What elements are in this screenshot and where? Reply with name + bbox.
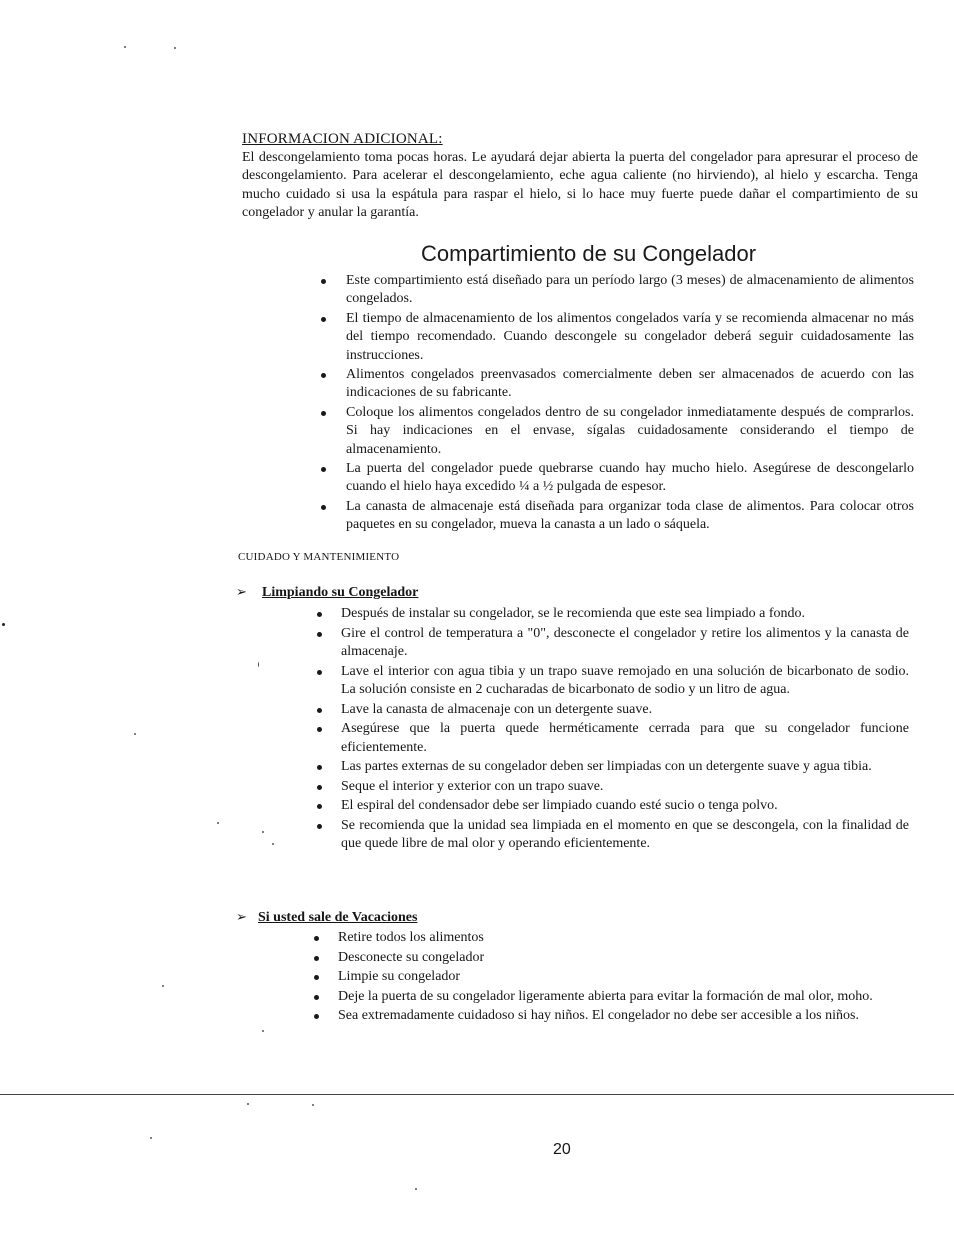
list-item-text: Lave el interior con agua tibia y un trapo suave remojado en una solución de bicarbonato de sodio. La solución consiste en 2 cucharadas de bicarbonato de sodio y un litro de agua. [341,663,909,697]
list-item-text: Las partes externas de su congelador deben ser limpiadas con un detergente suave y agua tibia. [341,759,872,774]
arrow-icon: ➢ [236,910,247,925]
bullet-icon [317,670,322,675]
vacation-title: Si usted sale de Vacaciones [258,910,418,925]
list-item-text: El tiempo de almacenamiento de los alimentos congelados varía y se recomienda almacenar no más del tiempo recomendado. Cuando descongele su congelador deberá seguir cuidadosamente las instrucciones. [346,310,914,363]
list-item [346,404,914,459]
list-item-text: Desconecte su congelador [338,949,485,965]
bullet-icon [321,317,326,322]
list-item [346,460,914,497]
vacation-list [338,929,906,1027]
scan-speck [150,1137,152,1139]
list-item [338,929,906,948]
scan-speck [134,733,136,735]
bullet-icon [317,632,322,637]
list-item-text: Deje la puerta de su congelador ligeramente abierta para evitar la formación de mal olor, moho. [338,988,873,1004]
scan-speck [217,822,219,824]
list-item [338,968,906,987]
list-item-text: Se recomienda que la unidad sea limpiada en el momento en que se descongela, con la finalidad de que quede libre de mal olor y operando eficientemente. [341,817,909,851]
footer-divider [0,1094,954,1095]
bullet-icon [317,708,322,713]
bullet-icon [314,995,319,1000]
scan-speck [174,47,176,49]
list-item-text: Lave la canasta de almacenaje con un detergente suave. [341,701,653,717]
list-item-text: Gire el control de temperatura a "0", desconecte el congelador y retire los alimentos y la canasta de almacenaje. [341,625,909,659]
list-item-text: Después de instalar su congelador, se le recomienda que este sea limpiado a fondo. [341,606,806,621]
list-item [341,778,909,797]
list-item-text: Limpie su congelador [338,969,461,984]
bullet-icon [314,936,319,941]
bullet-icon [321,411,326,416]
list-item-text: Sea extremadamente cuidadoso si hay niños. El congelador no debe ser accesible a los niños. [338,1008,859,1023]
list-item [341,758,909,777]
bullet-icon [317,804,322,809]
scan-speck [262,831,264,833]
compartment-list [346,272,914,536]
bullet-icon [321,505,326,510]
scan-speck [247,1103,249,1105]
list-item-text: Seque el interior y exterior con un trapo suave. [341,778,604,794]
list-item [338,988,906,1007]
scan-speck [258,662,259,667]
list-item [341,663,909,700]
page-number: 20 [553,1141,571,1158]
arrow-icon: ➢ [236,585,247,600]
bullet-icon [317,785,322,790]
list-item [341,625,909,662]
scan-speck [162,985,164,987]
bullet-icon [314,975,319,980]
list-item-text: Coloque los alimentos congelados dentro de su congelador inmediatamente después de comprarlos. Si hay indicaciones en el envase, sígalas cuidadosamente considerando el tiempo de almacenamiento. [346,404,914,457]
list-item-text: La canasta de almacenaje está diseñada para organizar toda clase de alimentos. Para colocar otros paquetes en su congelador, mueva la canasta a un lado o sáquela. [346,498,914,533]
list-item [341,605,909,624]
scan-speck [262,1030,264,1032]
cleaning-title: Limpiando su Congelador [262,585,419,600]
bullet-icon [317,824,322,829]
compartment-title: Compartimiento de su Congelador [421,241,757,266]
list-item [346,366,914,403]
scan-speck [415,1188,417,1190]
scan-speck [272,843,274,845]
bullet-icon [317,727,322,732]
list-item [341,797,909,816]
list-item [341,720,909,757]
list-item [338,949,906,968]
bullet-icon [317,765,322,770]
list-item-text: Retire todos los alimentos [338,930,484,945]
list-item [341,817,909,854]
list-item-text: Alimentos congelados preenvasados comercialmente deben ser almacenados de acuerdo con las indicaciones de su fabricante. [346,367,914,401]
list-item [341,701,909,720]
list-item-text: El espiral del condensador debe ser limpiado cuando esté sucio o tenga polvo. [341,798,778,813]
list-item-text: Asegúrese que la puerta quede herméticamente cerrada para que su congelador funcione eficientemente. [341,721,909,755]
bullet-icon [321,279,326,284]
scan-speck [312,1104,314,1106]
additional-info-heading: INFORMACION ADICIONAL: [242,131,443,147]
list-item-text: La puerta del congelador puede quebrarse cuando hay mucho hielo. Asegúrese de descongelarlo cuando el hielo haya excedido ¼ a ½ pulgada de espesor. [346,461,914,495]
list-item [346,310,914,365]
additional-info-section [242,130,918,223]
scan-speck [124,46,126,48]
bullet-icon [314,1014,319,1019]
scan-speck [2,623,5,626]
list-item [338,1007,906,1026]
bullet-icon [317,612,322,617]
list-item [346,272,914,309]
bullet-icon [321,373,326,378]
care-heading: CUIDADO Y MANTENIMIENTO [238,551,400,563]
bullet-icon [314,956,319,961]
list-item [346,498,914,535]
additional-info-text: El descongelamiento toma pocas horas. Le ayudará dejar abierta la puerta del congelador para apresurar el proceso de descongelamiento. Para acelerar el descongelamiento, eche agua caliente (no hirviendo), al hielo y escarcha. Tenga mucho cuidado si usa la espátula para raspar el hielo, si lo hace muy fuerte puede dañar el compartimiento de su congelador y anular la garantía. [242,150,918,221]
bullet-icon [321,467,326,472]
cleaning-list [341,605,909,855]
list-item-text: Este compartimiento está diseñado para un período largo (3 meses) de almacenamiento de alimentos congelados. [346,273,914,307]
